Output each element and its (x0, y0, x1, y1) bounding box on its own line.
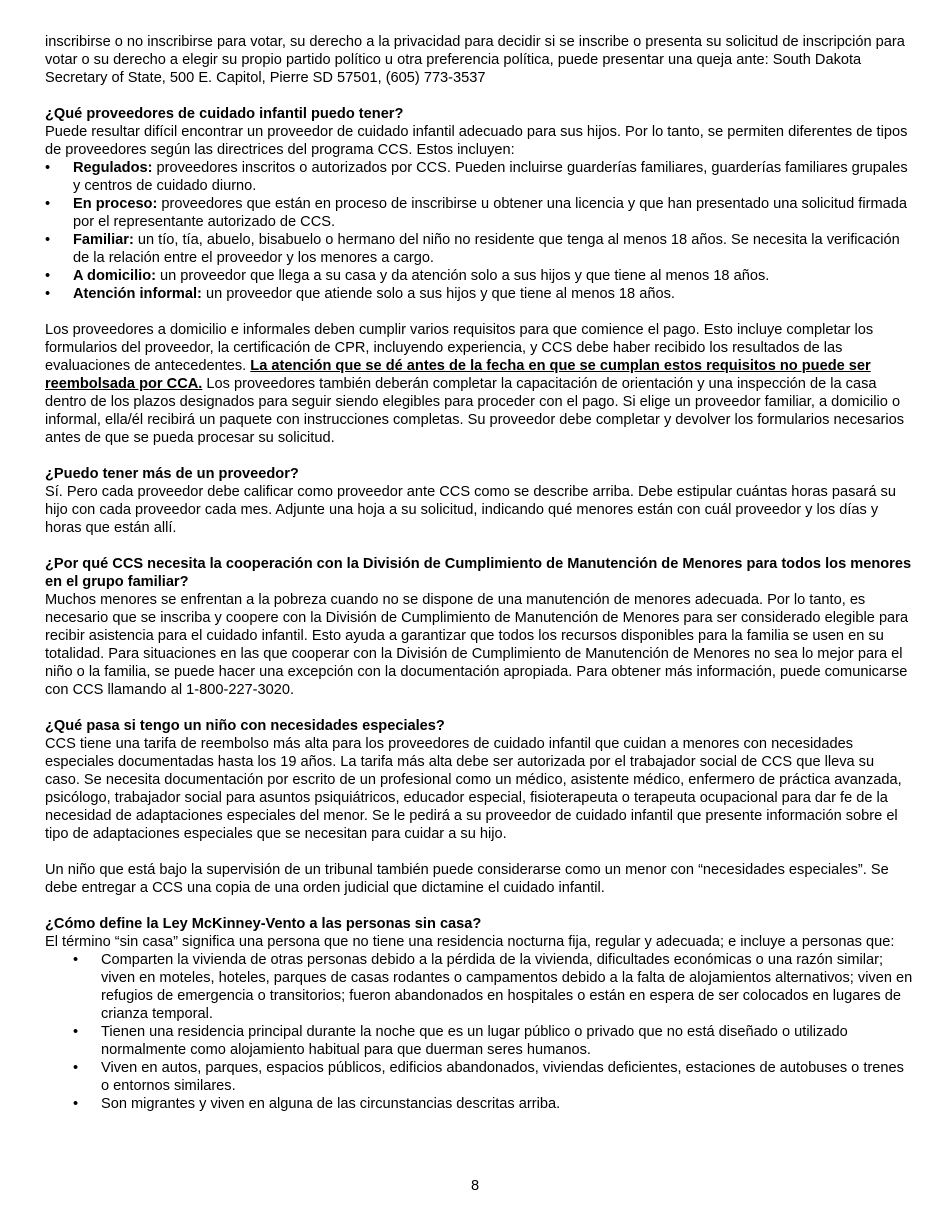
list-item (45, 159, 913, 195)
provider-requirements-paragraph (45, 321, 913, 447)
requirements-text-before: Los proveedores a domicilio e informales deben cumplir varios requisitos para que comience el pago. Esto incluye completar los formularios del proveedor, la certificación de CPR, incluyendo experiencia, y CCS debe haber recibido los resultados de las evaluaciones de antecedentes. (45, 322, 874, 374)
requirements-text-after: Los proveedores también deberán completar la capacitación de orientación y una inspección de la casa dentro de los plazos designados para seguir siendo elegibles para proceder con el pago. Si elige un proveedor familiar, a domicilio o informal, ella/él recibirá un paquete con instrucciones completas. Su proveedor debe completar y devolver los formularios necesarios antes de que se pueda procesar su solicitud. (45, 376, 905, 446)
homeless-intro: El término “sin casa” significa una persona que no tiene una residencia nocturna fija, regular y adecuada; e incluye a personas que: (45, 934, 895, 950)
list-item (45, 195, 913, 231)
provider-type-term: Regulados: (73, 160, 153, 176)
homeless-heading: ¿Cómo define la Ley McKinney-Vento a las personas sin casa? (45, 916, 482, 932)
provider-type-text: proveedores que están en proceso de inscribirse u obtener una licencia y que han presentado una solicitud firmada por el representante autorizado de CCS. (73, 196, 907, 230)
document-page (45, 33, 913, 1113)
child-support-heading: ¿Por qué CCS necesita la cooperación con la División de Cumplimiento de Manutención de Menores para todos los menores en el grupo familiar? (45, 556, 912, 590)
multiple-providers-text: Sí. Pero cada proveedor debe calificar como proveedor ante CCS como se describe arriba. Debe estipular cuántas horas pasará su hijo con cada proveedor cada mes. Adjunte una hoja a su solicitud, indicando qué menores están con cuál proveedor y los días y horas que están allí. (45, 484, 896, 536)
special-needs-heading: ¿Qué pasa si tengo un niño con necesidades especiales? (45, 718, 445, 734)
list-item: • Viven en autos, parques, espacios públicos, edificios abandonados, viviendas deficientes, estaciones de autobuses o trenes o entornos similares. (73, 1059, 913, 1095)
intro-paragraph: inscribirse o no inscribirse para votar, su derecho a la privacidad para decidir si se inscribe o presenta su solicitud de inscripción para votar o su derecho a elegir su propio partido político u otra preferencia política, puede presentar una queja ante: South Dakota Secretary of State, 500 E. Capitol, Pierre SD 57501, (605) 773-3537 (45, 34, 905, 86)
provider-type-term: En proceso: (73, 196, 158, 212)
homeless-criteria-list (45, 951, 913, 1113)
provider-type-text: un proveedor que atiende solo a sus hijos y que tiene al menos 18 años. (201, 286, 675, 302)
list-item: • Tienen una residencia principal durante la noche que es un lugar público o privado que no está diseñado o utilizado normalmente como alojamiento habitual para que duerman seres humanos. (73, 1023, 913, 1059)
list-item (45, 267, 913, 285)
court-supervision-text: Un niño que está bajo la supervisión de un tribunal también puede considerarse como un menor con “necesidades especiales”. Se debe entregar a CCS una copia de una orden judicial que dictamine el cuidado infantil. (45, 862, 889, 896)
requirements-emphasis: La atención que se dé antes de la fecha en que se cumplan estos requisitos no puede ser reembolsada por CCA. (45, 358, 871, 392)
provider-type-text: un proveedor que llega a su casa y da atención solo a sus hijos y que tiene al menos 18 años. (155, 268, 770, 284)
provider-type-text: proveedores inscritos o autorizados por CCS. Pueden incluirse guarderías familiares, guarderías familiares grupales y centros de cuidado diurno. (73, 160, 908, 194)
list-item (45, 231, 913, 267)
list-item (45, 285, 913, 303)
providers-intro: Puede resultar difícil encontrar un proveedor de cuidado infantil adecuado para sus hijos. Por lo tanto, se permiten diferentes de tipos de proveedores según las directrices del programa CCS. Estos incluyen: (45, 124, 908, 158)
child-support-text: Muchos menores se enfrentan a la pobreza cuando no se dispone de una manutención de menores adecuada. Por lo tanto, es necesario que se inscriba y coopere con la División de Cumplimiento de Manutención de Menores para ser considerado elegible para recibir asistencia para el cuidado infantil. Esto ayuda a garantizar que todos los recursos disponibles para la familia se usen en su totalidad. Para situaciones en las que cooperar con la División de Cumplimiento de Manutención de Menores no sea lo mejor para el niño o la familia, se puede hacer una excepción con la documentación apropiada. Para obtener más información, puede comunicarse con CCS llamando al 1-800-227-3020. (45, 592, 909, 698)
provider-type-text: un tío, tía, abuelo, bisabuelo o hermano del niño no residente que tenga al menos 18 años. Se necesita la verificación de la relación entre el proveedor y los menores a cargo. (73, 232, 900, 266)
providers-heading: ¿Qué proveedores de cuidado infantil puedo tener? (45, 106, 404, 122)
provider-types-list (45, 159, 913, 303)
special-needs-text: CCS tiene una tarifa de reembolso más alta para los proveedores de cuidado infantil que cuidan a menores con necesidades especiales documentadas hasta los 19 años. La tarifa más alta debe ser autorizada por el trabajador social de CCS que lleva su caso. Se necesita documentación por escrito de un profesional como un médico, asistente médico, enfermero de práctica avanzada, psicólogo, trabajador social para asuntos psiquiátricos, educador especial, fisioterapeuta o terapeuta ocupacional para dar fe de la necesidad de adaptaciones especiales del menor. Se le pedirá a su proveedor de cuidado infantil que presente información sobre el tipo de adaptaciones especiales que se necesitan para cuidar a su hijo. (45, 736, 902, 842)
list-item: • Son migrantes y viven en alguna de las circunstancias descritas arriba. (73, 1095, 913, 1113)
list-item: • Comparten la vivienda de otras personas debido a la pérdida de la vivienda, dificultades económicas o una razón similar; viven en moteles, hoteles, parques de casas rodantes o campamentos debido a la falta de alojamientos alternativos; viven en refugios de emergencia o transitorios; fueron abandonados en hospitales o están en espera de ser colocados en lugares de crianza temporal. (73, 951, 913, 1023)
provider-type-term: A domicilio: (73, 268, 156, 284)
provider-type-term: Familiar: (73, 232, 134, 248)
page-number: 8 (470, 1178, 480, 1194)
provider-type-term: Atención informal: (73, 286, 202, 302)
multiple-providers-heading: ¿Puedo tener más de un proveedor? (45, 466, 299, 482)
